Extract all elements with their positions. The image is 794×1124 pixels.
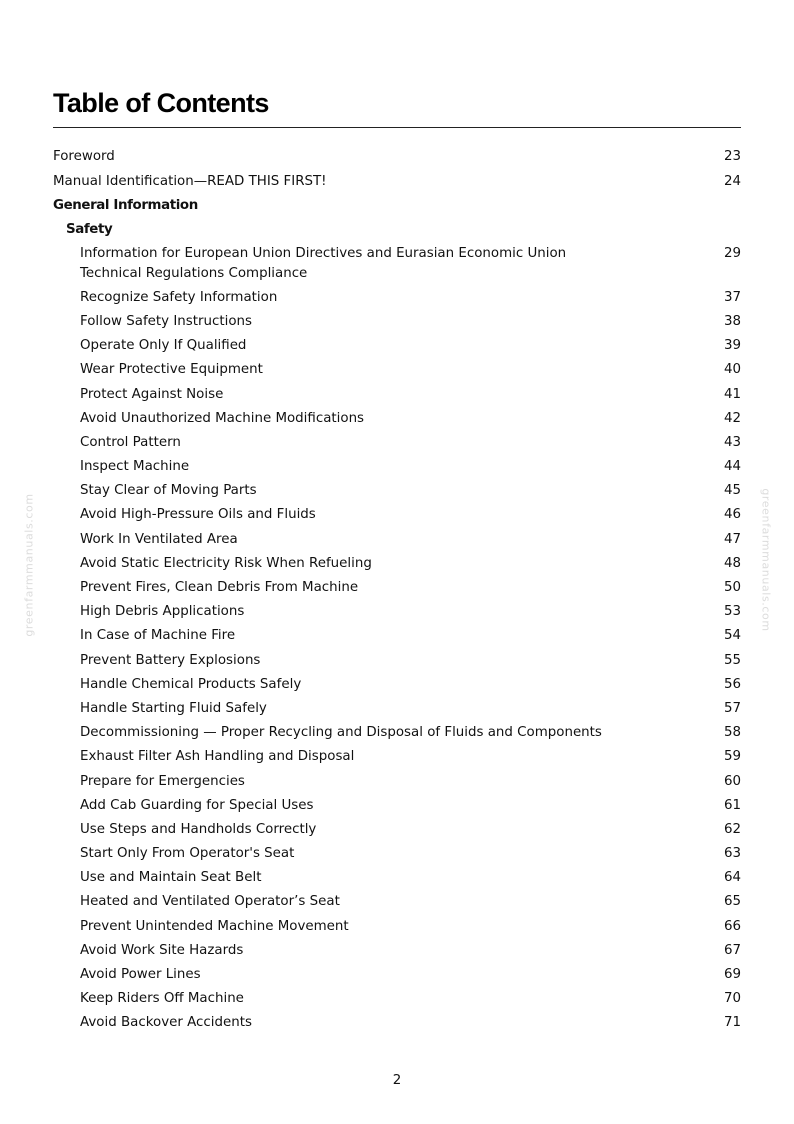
toc-entry-page-number: 48	[723, 555, 741, 571]
toc-entry-page-number: 41	[723, 386, 741, 402]
toc-entry-label: Recognize Safety Information	[80, 289, 278, 305]
toc-entry-page-number: 67	[723, 942, 741, 958]
toc-entry[interactable]	[53, 527, 741, 551]
toc-entry-label: Work In Ventilated Area	[80, 531, 238, 547]
toc-entry-page-number: 46	[723, 507, 741, 523]
toc-entry-page-number: 42	[723, 410, 741, 426]
toc-entry-label: Manual Identification—READ THIS FIRST!	[53, 173, 327, 189]
toc-entry[interactable]	[53, 939, 741, 963]
toc-entry[interactable]	[53, 552, 741, 576]
toc-entry-label: High Debris Applications	[80, 604, 245, 620]
toc-entry[interactable]	[53, 310, 741, 334]
toc-entry-page-number: 44	[723, 459, 741, 475]
toc-entry-label: Prevent Unintended Machine Movement	[80, 918, 349, 934]
toc-entry[interactable]	[53, 987, 741, 1011]
toc-entry-page-number: 70	[723, 991, 741, 1007]
toc-entry[interactable]	[53, 890, 741, 914]
toc-entry[interactable]	[53, 914, 741, 938]
toc-entry-label: Avoid Unauthorized Machine Modifications	[80, 410, 365, 426]
toc-entry-page-number: 64	[723, 870, 741, 886]
toc-entry[interactable]	[53, 866, 741, 890]
toc-entry-label: Heated and Ventilated Operator’s Seat	[80, 894, 340, 910]
toc-entry[interactable]	[53, 769, 741, 793]
toc-entry-page-number: 45	[723, 483, 741, 499]
toc-entry[interactable]	[53, 479, 741, 503]
watermark-left: greenfarmmanuals.com	[22, 493, 36, 637]
toc-entry-label: Prepare for Emergencies	[80, 773, 245, 789]
toc-entry-label: Protect Against Noise	[80, 386, 224, 402]
toc-entry[interactable]	[53, 382, 741, 406]
toc-entry-page-number: 43	[723, 434, 741, 450]
toc-entry-label: Avoid High-Pressure Oils and Fluids	[80, 507, 316, 523]
toc-entry-label: Avoid Power Lines	[80, 967, 201, 983]
toc-entry-label: Start Only From Operator's Seat	[80, 846, 295, 862]
toc-entry-label: Prevent Battery Explosions	[80, 652, 261, 668]
toc-entry[interactable]	[53, 431, 741, 455]
toc-entry[interactable]	[53, 406, 741, 430]
toc-entry[interactable]	[53, 242, 741, 286]
toc-entry-page-number: 57	[723, 700, 741, 716]
watermark-right: greenfarmmanuals.com	[759, 488, 773, 632]
toc-entry[interactable]	[53, 169, 741, 193]
table-of-contents	[53, 145, 741, 1035]
toc-entry-label: Wear Protective Equipment	[80, 362, 263, 378]
toc-entry[interactable]	[53, 697, 741, 721]
toc-entry-page-number: 60	[723, 773, 741, 789]
toc-entry-label: Foreword	[53, 149, 115, 165]
toc-entry[interactable]	[53, 842, 741, 866]
toc-section-heading	[53, 193, 741, 217]
toc-entry-page-number: 40	[723, 362, 741, 378]
toc-entry[interactable]	[53, 648, 741, 672]
toc-entry-page-number: 29	[723, 246, 741, 262]
toc-entry-label: Handle Chemical Products Safely	[80, 676, 302, 692]
toc-entry[interactable]	[53, 358, 741, 382]
toc-entry[interactable]	[53, 963, 741, 987]
toc-entry-page-number: 38	[723, 313, 741, 329]
toc-entry[interactable]	[53, 600, 741, 624]
toc-entry-label: Operate Only If Qualified	[80, 338, 247, 354]
toc-entry-page-number: 39	[723, 338, 741, 354]
toc-entry[interactable]	[53, 793, 741, 817]
toc-entry-page-number: 71	[723, 1015, 741, 1031]
toc-entry-label: Keep Riders Off Machine	[80, 991, 244, 1007]
page-title: Table of Contents	[53, 88, 269, 118]
toc-entry-label: Decommissioning — Proper Recycling and Disposal of Fluids and Components	[80, 725, 602, 741]
toc-entry-label: Stay Clear of Moving Parts	[80, 483, 257, 499]
toc-entry-page-number: 63	[723, 846, 741, 862]
toc-entry-page-number: 37	[723, 289, 741, 305]
toc-entry-label: Use Steps and Handholds Correctly	[80, 821, 317, 837]
toc-entry-label: General Information	[53, 197, 198, 213]
toc-entry[interactable]	[53, 818, 741, 842]
toc-entry-page-number: 53	[723, 604, 741, 620]
toc-entry-page-number: 24	[723, 173, 741, 189]
toc-entry-page-number: 59	[723, 749, 741, 765]
toc-entry-label: Avoid Static Electricity Risk When Refueling	[80, 555, 372, 571]
toc-entry[interactable]	[53, 145, 741, 169]
toc-entry[interactable]	[53, 455, 741, 479]
toc-entry-page-number: 55	[723, 652, 741, 668]
toc-entry-label: Control Pattern	[80, 434, 181, 450]
toc-section-heading	[53, 218, 741, 242]
toc-entry-label: Exhaust Filter Ash Handling and Disposal	[80, 749, 355, 765]
toc-entry-label: Information for European Union Directives and Eurasian Economic Union Technical Regulations Compliance	[80, 246, 567, 281]
toc-entry-page-number: 47	[723, 531, 741, 547]
toc-entry-label: Add Cab Guarding for Special Uses	[80, 797, 314, 813]
toc-entry[interactable]	[53, 576, 741, 600]
toc-entry-label: Avoid Work Site Hazards	[80, 942, 244, 958]
toc-entry-label: In Case of Machine Fire	[80, 628, 236, 644]
toc-entry-page-number: 54	[723, 628, 741, 644]
toc-entry-page-number: 66	[723, 918, 741, 934]
toc-entry-page-number: 65	[723, 894, 741, 910]
toc-entry-label: Prevent Fires, Clean Debris From Machine	[80, 580, 359, 596]
toc-entry[interactable]	[53, 285, 741, 309]
toc-entry-label: Use and Maintain Seat Belt	[80, 870, 262, 886]
toc-entry[interactable]	[53, 745, 741, 769]
toc-entry[interactable]	[53, 672, 741, 696]
toc-entry[interactable]	[53, 1011, 741, 1035]
toc-entry-label: Inspect Machine	[80, 459, 190, 475]
toc-entry-page-number: 56	[723, 676, 741, 692]
toc-entry[interactable]	[53, 624, 741, 648]
toc-entry-page-number: 58	[723, 725, 741, 741]
title-divider	[53, 127, 741, 128]
toc-entry-page-number: 50	[723, 580, 741, 596]
toc-entry-page-number: 23	[723, 149, 741, 165]
toc-entry[interactable]	[53, 334, 741, 358]
toc-entry-label: Safety	[66, 221, 113, 237]
toc-entry-label: Handle Starting Fluid Safely	[80, 700, 267, 716]
toc-entry-page-number: 61	[723, 797, 741, 813]
toc-entry-label: Follow Safety Instructions	[80, 313, 252, 329]
toc-entry-page-number: 62	[723, 821, 741, 837]
page-number: 2	[392, 1073, 402, 1088]
toc-entry-label: Avoid Backover Accidents	[80, 1015, 252, 1031]
toc-entry[interactable]	[53, 503, 741, 527]
toc-entry[interactable]	[53, 721, 741, 745]
toc-entry-page-number: 69	[723, 967, 741, 983]
